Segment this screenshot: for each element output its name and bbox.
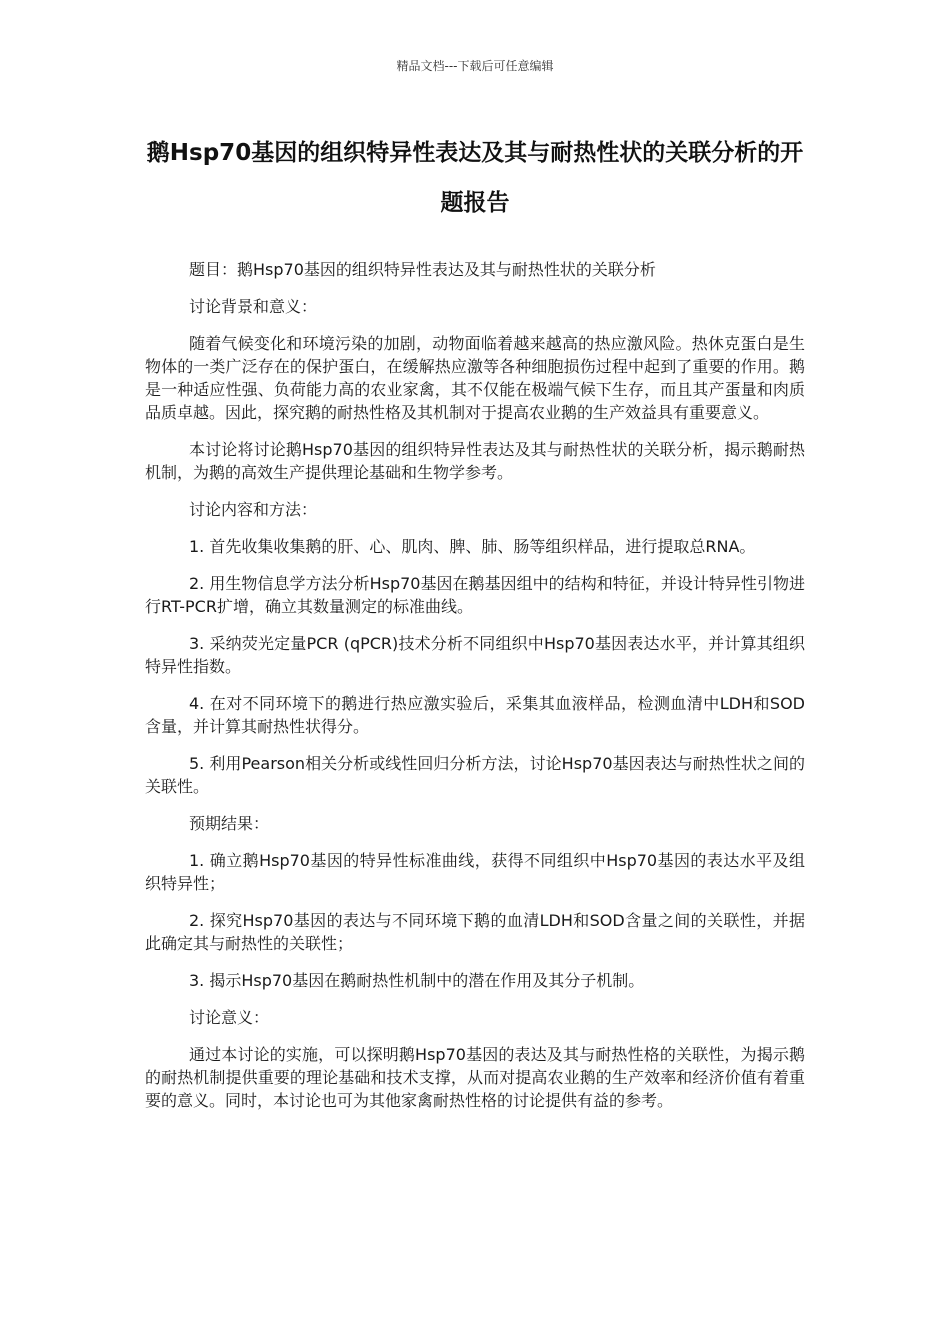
aim-paragraph: 本讨论将讨论鹅Hsp70基因的组织特异性表达及其与耐热性状的关联分析，揭示鹅耐热机制，为鹅的高效生产提供理论基础和生物学参考。 <box>145 440 805 482</box>
result-item: 3. 揭示Hsp70基因在鹅耐热性机制中的潜在作用及其分子机制。 <box>189 971 645 990</box>
result-item: 1. 确立鹅Hsp70基因的特异性标准曲线，获得不同组织中Hsp70基因的表达水平及组织特异性； <box>145 851 805 893</box>
section-heading-expected-results: 预期结果： <box>189 814 270 833</box>
section-heading-significance: 讨论意义： <box>189 1008 270 1027</box>
topic-line: 题目：鹅Hsp70基因的组织特异性表达及其与耐热性状的关联分析 <box>189 260 656 279</box>
document-title: 鹅Hsp70基因的组织特异性表达及其与耐热性状的关联分析的开题报告 <box>146 140 804 216</box>
method-item: 3. 采纳荧光定量PCR (qPCR)技术分析不同组织中Hsp70基因表达水平，并计算其组织特异性指数。 <box>145 634 805 676</box>
section-heading-methods: 讨论内容和方法： <box>189 500 318 519</box>
section-heading-background: 讨论背景和意义： <box>189 297 318 316</box>
result-item: 2. 探究Hsp70基因的表达与不同环境下鹅的血清LDH和SOD含量之间的关联性，并据此确定其与耐热性的关联性； <box>145 911 805 953</box>
document-body <box>145 258 805 1126</box>
method-item: 1. 首先收集收集鹅的肝、心、肌肉、脾、肺、肠等组织样品，进行提取总RNA。 <box>189 537 756 556</box>
page-header: 精品文档---下载后可任意编辑 <box>396 59 554 73</box>
background-paragraph: 随着气候变化和环境污染的加剧，动物面临着越来越高的热应激风险。热休克蛋白是生物体的一类广泛存在的保护蛋白，在缓解热应激等各种细胞损伤过程中起到了重要的作用。鹅是一种适应性强、负荷能力高的农业家禽，其不仅能在极端气候下生存，而且其产蛋量和肉质品质卓越。因此，探究鹅的耐热性格及其机制对于提高农业鹅的生产效益具有重要意义。 <box>145 334 805 422</box>
significance-paragraph: 通过本讨论的实施，可以探明鹅Hsp70基因的表达及其与耐热性格的关联性，为揭示鹅的耐热机制提供重要的理论基础和技术支撑，从而对提高农业鹅的生产效率和经济价值有着重要的意义。同时，本讨论也可为其他家禽耐热性格的讨论提供有益的参考。 <box>145 1045 805 1110</box>
method-item: 5. 利用Pearson相关分析或线性回归分析方法，讨论Hsp70基因表达与耐热性状之间的关联性。 <box>145 754 805 796</box>
method-item: 2. 用生物信息学方法分析Hsp70基因在鹅基因组中的结构和特征，并设计特异性引物进行RT-PCR扩增，确立其数量测定的标准曲线。 <box>145 574 805 616</box>
method-item: 4. 在对不同环境下的鹅进行热应激实验后，采集其血液样品，检测血清中LDH和SOD含量，并计算其耐热性状得分。 <box>145 694 805 736</box>
